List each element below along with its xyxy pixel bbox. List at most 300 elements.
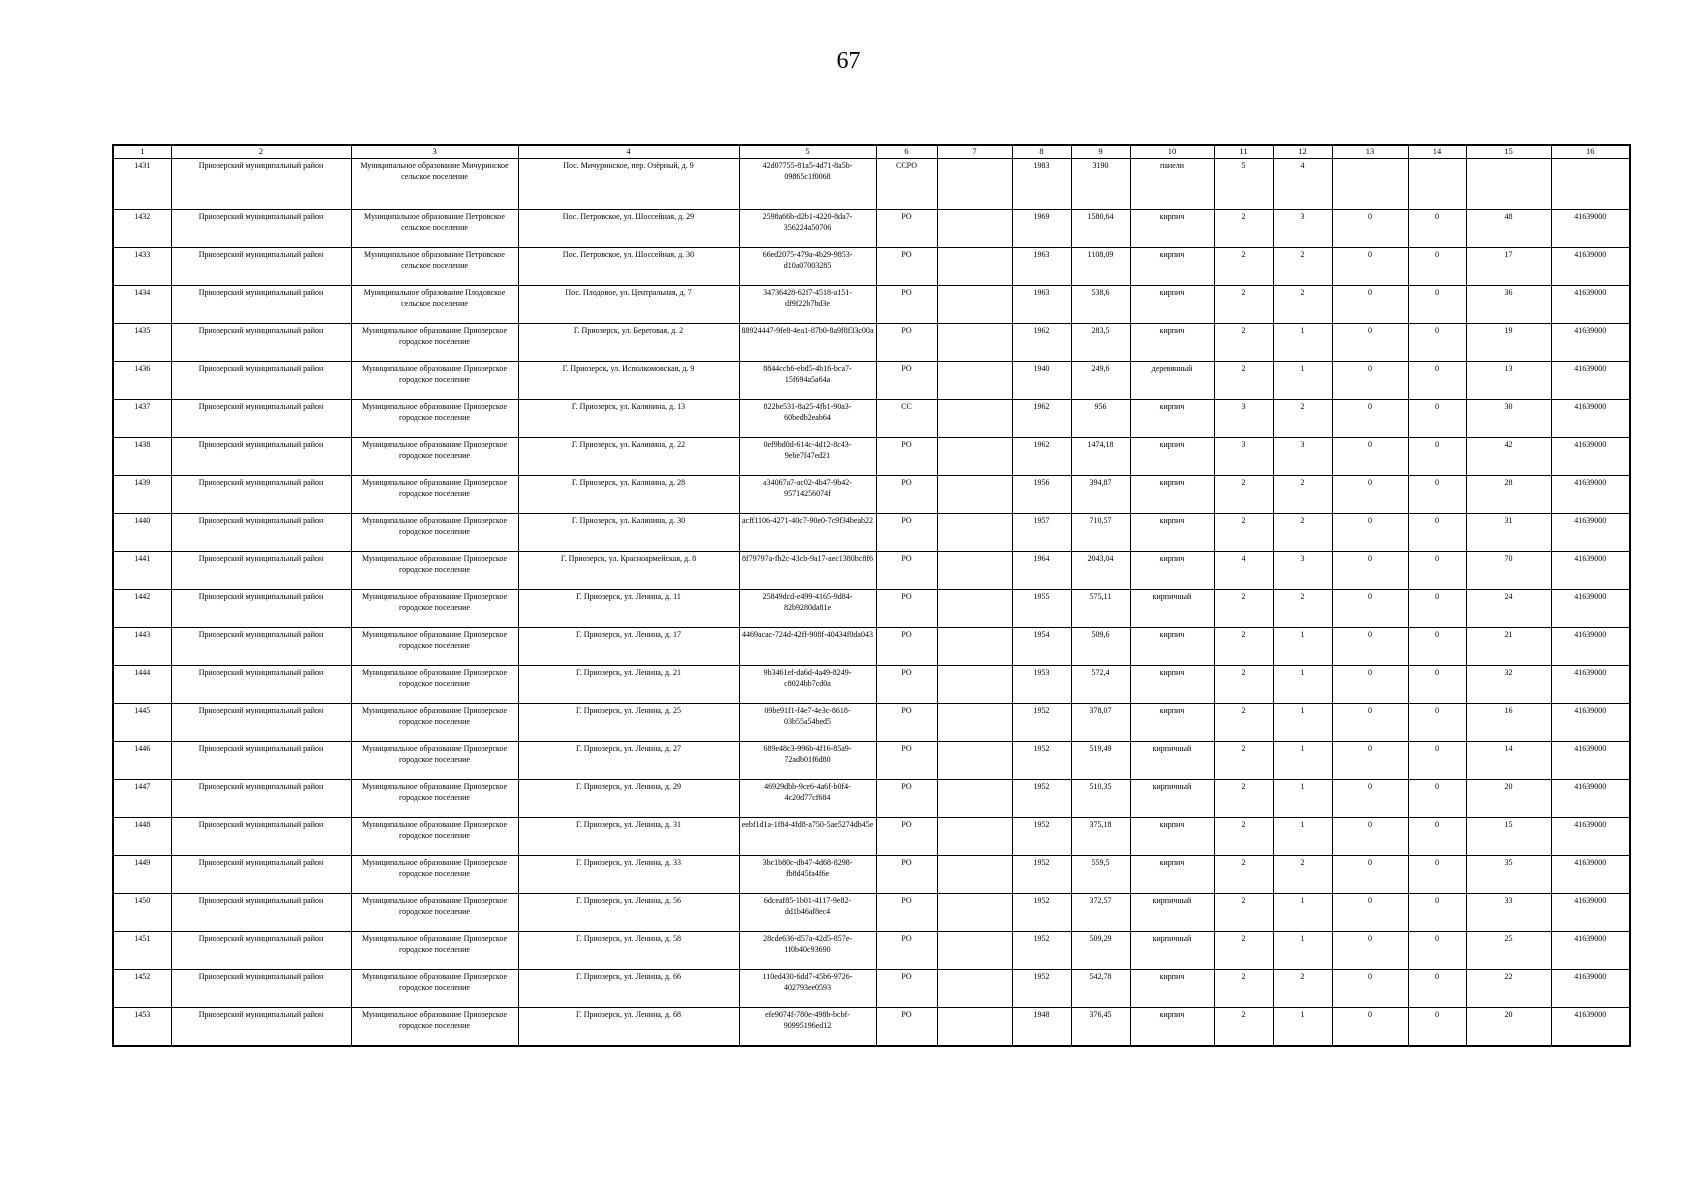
table-row xyxy=(113,286,1630,324)
cell-residents: 19 xyxy=(1466,324,1551,362)
cell-year-built: 1948 xyxy=(1012,1008,1071,1046)
cell-wall-material: кирпич xyxy=(1130,552,1214,590)
cell-floors: 2 xyxy=(1214,286,1273,324)
cell-col-13: 0 xyxy=(1332,970,1408,1008)
table-row xyxy=(113,324,1630,362)
cell-district: Приозерский муниципальный район xyxy=(171,894,351,932)
cell-oktmo: 41639000 xyxy=(1551,362,1630,400)
cell-fias-id: 28cde636-d57a-42d5-857e-1f0b40c93690 xyxy=(739,932,876,970)
cell-floors: 2 xyxy=(1214,362,1273,400)
cell-year-built: 1952 xyxy=(1012,818,1071,856)
cell-municipality: Муниципальное образование Приозерское городское поселение xyxy=(351,590,518,628)
cell-entrances: 2 xyxy=(1273,248,1332,286)
cell-address: Пос. Мичуринское, пер. Озёрный, д. 9 xyxy=(518,159,739,210)
cell-municipality: Муниципальное образование Приозерское городское поселение xyxy=(351,552,518,590)
cell-area: 710,57 xyxy=(1071,514,1130,552)
cell-row-number: 1449 xyxy=(113,856,171,894)
cell-municipality: Муниципальное образование Петровское сельское поселение xyxy=(351,210,518,248)
cell-residents: 13 xyxy=(1466,362,1551,400)
table-row xyxy=(113,628,1630,666)
cell-floors: 2 xyxy=(1214,248,1273,286)
cell-district: Приозерский муниципальный район xyxy=(171,666,351,704)
cell-col-13 xyxy=(1332,159,1408,210)
cell-management-type: РО xyxy=(876,476,937,514)
cell-municipality: Муниципальное образование Приозерское городское поселение xyxy=(351,856,518,894)
cell-row-number: 1448 xyxy=(113,818,171,856)
cell-row-number: 1446 xyxy=(113,742,171,780)
cell-address: Г. Приозерск, ул. Ленина, д. 11 xyxy=(518,590,739,628)
cell-col-7 xyxy=(937,362,1012,400)
cell-row-number: 1441 xyxy=(113,552,171,590)
cell-entrances: 3 xyxy=(1273,210,1332,248)
cell-area: 2043,04 xyxy=(1071,552,1130,590)
cell-residents: 42 xyxy=(1466,438,1551,476)
cell-entrances: 2 xyxy=(1273,590,1332,628)
cell-col-13: 0 xyxy=(1332,628,1408,666)
cell-floors: 2 xyxy=(1214,970,1273,1008)
cell-area: 249,6 xyxy=(1071,362,1130,400)
cell-fias-id: 689e48c3-996b-4f16-85a9-72adb01f6d80 xyxy=(739,742,876,780)
cell-fias-id: 34736428-62f7-4518-a151-df9f22b7bd3e xyxy=(739,286,876,324)
cell-oktmo: 41639000 xyxy=(1551,818,1630,856)
cell-fias-id: 4469acac-724d-42ff-908f-40434f0da043 xyxy=(739,628,876,666)
cell-district: Приозерский муниципальный район xyxy=(171,628,351,666)
cell-col-7 xyxy=(937,476,1012,514)
cell-oktmo xyxy=(1551,159,1630,210)
table-row xyxy=(113,780,1630,818)
cell-oktmo: 41639000 xyxy=(1551,932,1630,970)
cell-district: Приозерский муниципальный район xyxy=(171,818,351,856)
cell-col-14: 0 xyxy=(1408,704,1466,742)
cell-floors: 2 xyxy=(1214,894,1273,932)
cell-entrances: 1 xyxy=(1273,742,1332,780)
cell-col-7 xyxy=(937,932,1012,970)
cell-area: 376,45 xyxy=(1071,1008,1130,1046)
cell-oktmo: 41639000 xyxy=(1551,666,1630,704)
cell-oktmo: 41639000 xyxy=(1551,438,1630,476)
cell-fias-id: a34067a7-ac02-4b47-9b42-95714256074f xyxy=(739,476,876,514)
cell-entrances: 3 xyxy=(1273,552,1332,590)
cell-wall-material: кирпич xyxy=(1130,856,1214,894)
cell-municipality: Муниципальное образование Приозерское городское поселение xyxy=(351,476,518,514)
cell-residents: 16 xyxy=(1466,704,1551,742)
column-header: 11 xyxy=(1214,145,1273,159)
cell-col-13: 0 xyxy=(1332,780,1408,818)
cell-wall-material: панели xyxy=(1130,159,1214,210)
cell-district: Приозерский муниципальный район xyxy=(171,1008,351,1046)
cell-district: Приозерский муниципальный район xyxy=(171,286,351,324)
cell-year-built: 1952 xyxy=(1012,856,1071,894)
cell-address: Г. Приозерск, ул. Исполкомовская, д. 9 xyxy=(518,362,739,400)
column-header: 3 xyxy=(351,145,518,159)
cell-entrances: 1 xyxy=(1273,894,1332,932)
cell-municipality: Муниципальное образование Приозерское городское поселение xyxy=(351,400,518,438)
cell-col-7 xyxy=(937,970,1012,1008)
cell-entrances: 3 xyxy=(1273,438,1332,476)
cell-entrances: 2 xyxy=(1273,514,1332,552)
cell-col-13: 0 xyxy=(1332,590,1408,628)
cell-wall-material: кирпич xyxy=(1130,628,1214,666)
column-header: 4 xyxy=(518,145,739,159)
cell-year-built: 1952 xyxy=(1012,894,1071,932)
cell-col-14: 0 xyxy=(1408,1008,1466,1046)
cell-oktmo: 41639000 xyxy=(1551,248,1630,286)
cell-floors: 2 xyxy=(1214,818,1273,856)
cell-management-type: РО xyxy=(876,818,937,856)
cell-col-7 xyxy=(937,894,1012,932)
cell-oktmo: 41639000 xyxy=(1551,476,1630,514)
cell-residents: 32 xyxy=(1466,666,1551,704)
cell-residents: 14 xyxy=(1466,742,1551,780)
cell-municipality: Муниципальное образование Приозерское городское поселение xyxy=(351,970,518,1008)
cell-col-13: 0 xyxy=(1332,932,1408,970)
cell-col-7 xyxy=(937,856,1012,894)
cell-area: 378,07 xyxy=(1071,704,1130,742)
page-number: 67 xyxy=(836,48,861,74)
cell-col-13: 0 xyxy=(1332,324,1408,362)
cell-wall-material: кирпич xyxy=(1130,248,1214,286)
table-row xyxy=(113,362,1630,400)
cell-district: Приозерский муниципальный район xyxy=(171,210,351,248)
cell-address: Г. Приозерск, ул. Ленина, д. 56 xyxy=(518,894,739,932)
cell-oktmo: 41639000 xyxy=(1551,210,1630,248)
cell-year-built: 1952 xyxy=(1012,742,1071,780)
cell-col-14: 0 xyxy=(1408,894,1466,932)
cell-col-14: 0 xyxy=(1408,210,1466,248)
cell-col-13: 0 xyxy=(1332,210,1408,248)
cell-fias-id: 3bc1b80c-db47-4d68-8298-fb8d45fa4f6e xyxy=(739,856,876,894)
column-header: 10 xyxy=(1130,145,1214,159)
cell-col-13: 0 xyxy=(1332,704,1408,742)
cell-col-13: 0 xyxy=(1332,552,1408,590)
column-header: 2 xyxy=(171,145,351,159)
table-row xyxy=(113,400,1630,438)
cell-district: Приозерский муниципальный район xyxy=(171,704,351,742)
cell-fias-id: 0ef9bd0d-614c-4d12-8c43-9ebe7f47ed21 xyxy=(739,438,876,476)
table-row xyxy=(113,590,1630,628)
table-row xyxy=(113,894,1630,932)
cell-municipality: Муниципальное образование Приозерское городское поселение xyxy=(351,780,518,818)
cell-residents: 20 xyxy=(1466,1008,1551,1046)
column-header: 6 xyxy=(876,145,937,159)
cell-row-number: 1435 xyxy=(113,324,171,362)
cell-year-built: 1983 xyxy=(1012,159,1071,210)
cell-fias-id: acff1106-4271-40c7-90e0-7c9f34beab22 xyxy=(739,514,876,552)
cell-district: Приозерский муниципальный район xyxy=(171,514,351,552)
cell-municipality: Муниципальное образование Плодовское сельское поселение xyxy=(351,286,518,324)
cell-col-13: 0 xyxy=(1332,856,1408,894)
cell-col-14: 0 xyxy=(1408,286,1466,324)
cell-col-14: 0 xyxy=(1408,818,1466,856)
cell-fias-id: 6dceaf85-1b01-4117-9e82-dd1b46af8ec4 xyxy=(739,894,876,932)
cell-entrances: 2 xyxy=(1273,970,1332,1008)
cell-col-7 xyxy=(937,590,1012,628)
cell-address: Г. Приозерск, ул. Ленина, д. 25 xyxy=(518,704,739,742)
cell-floors: 2 xyxy=(1214,856,1273,894)
cell-area: 510,35 xyxy=(1071,780,1130,818)
cell-area: 542,78 xyxy=(1071,970,1130,1008)
cell-residents: 35 xyxy=(1466,856,1551,894)
cell-col-14: 0 xyxy=(1408,514,1466,552)
cell-year-built: 1955 xyxy=(1012,590,1071,628)
cell-residents: 24 xyxy=(1466,590,1551,628)
cell-district: Приозерский муниципальный район xyxy=(171,780,351,818)
cell-year-built: 1962 xyxy=(1012,324,1071,362)
cell-col-13: 0 xyxy=(1332,400,1408,438)
cell-col-7 xyxy=(937,818,1012,856)
cell-address: Г. Приозерск, ул. Береговая, д. 2 xyxy=(518,324,739,362)
cell-row-number: 1453 xyxy=(113,1008,171,1046)
cell-wall-material: кирпичный xyxy=(1130,894,1214,932)
cell-col-14: 0 xyxy=(1408,970,1466,1008)
cell-address: Пос. Плодовое, ул. Центральная, д. 7 xyxy=(518,286,739,324)
cell-col-13: 0 xyxy=(1332,438,1408,476)
cell-floors: 2 xyxy=(1214,590,1273,628)
cell-year-built: 1952 xyxy=(1012,704,1071,742)
cell-oktmo: 41639000 xyxy=(1551,970,1630,1008)
cell-year-built: 1963 xyxy=(1012,286,1071,324)
cell-col-7 xyxy=(937,1008,1012,1046)
cell-district: Приозерский муниципальный район xyxy=(171,438,351,476)
cell-wall-material: кирпич xyxy=(1130,476,1214,514)
cell-entrances: 1 xyxy=(1273,362,1332,400)
cell-fias-id: 09be91f1-f4e7-4e3c-8618-03b55a54bed5 xyxy=(739,704,876,742)
cell-residents: 36 xyxy=(1466,286,1551,324)
cell-floors: 2 xyxy=(1214,476,1273,514)
cell-oktmo: 41639000 xyxy=(1551,286,1630,324)
cell-floors: 2 xyxy=(1214,628,1273,666)
cell-floors: 2 xyxy=(1214,742,1273,780)
cell-wall-material: кирпич xyxy=(1130,970,1214,1008)
cell-row-number: 1434 xyxy=(113,286,171,324)
cell-municipality: Муниципальное образование Приозерское городское поселение xyxy=(351,324,518,362)
cell-wall-material: кирпич xyxy=(1130,438,1214,476)
cell-municipality: Муниципальное образование Приозерское городское поселение xyxy=(351,628,518,666)
cell-fias-id: 66ed2075-479a-4b29-9853-d10a07003285 xyxy=(739,248,876,286)
cell-fias-id: 88924447-9fe8-4ea1-87b0-8a9f8f33c00a xyxy=(739,324,876,362)
cell-management-type: РО xyxy=(876,704,937,742)
cell-col-13: 0 xyxy=(1332,666,1408,704)
cell-municipality: Муниципальное образование Приозерское городское поселение xyxy=(351,932,518,970)
cell-year-built: 1963 xyxy=(1012,248,1071,286)
cell-residents: 25 xyxy=(1466,932,1551,970)
cell-fias-id: 42d07755-81a5-4d71-8a5b-09865c1f0068 xyxy=(739,159,876,210)
cell-management-type: РО xyxy=(876,628,937,666)
cell-col-14: 0 xyxy=(1408,552,1466,590)
cell-oktmo: 41639000 xyxy=(1551,324,1630,362)
cell-row-number: 1440 xyxy=(113,514,171,552)
cell-col-7 xyxy=(937,248,1012,286)
cell-oktmo: 41639000 xyxy=(1551,590,1630,628)
cell-year-built: 1956 xyxy=(1012,476,1071,514)
cell-col-14: 0 xyxy=(1408,628,1466,666)
cell-col-7 xyxy=(937,552,1012,590)
cell-address: Г. Приозерск, ул. Ленина, д. 27 xyxy=(518,742,739,780)
cell-year-built: 1954 xyxy=(1012,628,1071,666)
cell-management-type: РО xyxy=(876,552,937,590)
cell-oktmo: 41639000 xyxy=(1551,856,1630,894)
cell-col-7 xyxy=(937,742,1012,780)
cell-floors: 2 xyxy=(1214,324,1273,362)
cell-district: Приозерский муниципальный район xyxy=(171,856,351,894)
cell-district: Приозерский муниципальный район xyxy=(171,970,351,1008)
cell-district: Приозерский муниципальный район xyxy=(171,324,351,362)
table-row xyxy=(113,704,1630,742)
cell-row-number: 1445 xyxy=(113,704,171,742)
cell-address: Г. Приозерск, ул. Красноармейская, д. 8 xyxy=(518,552,739,590)
cell-residents: 33 xyxy=(1466,894,1551,932)
cell-col-7 xyxy=(937,514,1012,552)
cell-area: 283,5 xyxy=(1071,324,1130,362)
table-row xyxy=(113,476,1630,514)
cell-residents xyxy=(1466,159,1551,210)
cell-entrances: 1 xyxy=(1273,818,1332,856)
cell-area: 1108,09 xyxy=(1071,248,1130,286)
cell-wall-material: кирпичный xyxy=(1130,932,1214,970)
cell-residents: 21 xyxy=(1466,628,1551,666)
table-row xyxy=(113,1008,1630,1046)
cell-oktmo: 41639000 xyxy=(1551,780,1630,818)
cell-row-number: 1431 xyxy=(113,159,171,210)
cell-col-13: 0 xyxy=(1332,362,1408,400)
cell-residents: 70 xyxy=(1466,552,1551,590)
cell-address: Г. Приозерск, ул. Ленина, д. 29 xyxy=(518,780,739,818)
table-row xyxy=(113,742,1630,780)
cell-year-built: 1953 xyxy=(1012,666,1071,704)
table-row xyxy=(113,818,1630,856)
column-header: 13 xyxy=(1332,145,1408,159)
cell-col-14: 0 xyxy=(1408,400,1466,438)
cell-municipality: Муниципальное образование Приозерское городское поселение xyxy=(351,742,518,780)
cell-management-type: РО xyxy=(876,742,937,780)
cell-district: Приозерский муниципальный район xyxy=(171,590,351,628)
cell-floors: 3 xyxy=(1214,438,1273,476)
cell-entrances: 1 xyxy=(1273,932,1332,970)
cell-district: Приозерский муниципальный район xyxy=(171,742,351,780)
cell-row-number: 1437 xyxy=(113,400,171,438)
cell-municipality: Муниципальное образование Приозерское городское поселение xyxy=(351,514,518,552)
cell-row-number: 1438 xyxy=(113,438,171,476)
column-header: 14 xyxy=(1408,145,1466,159)
column-header: 1 xyxy=(113,145,171,159)
cell-floors: 2 xyxy=(1214,210,1273,248)
cell-row-number: 1452 xyxy=(113,970,171,1008)
cell-fias-id: 110ed430-6dd7-45b6-9726-402793ee0593 xyxy=(739,970,876,1008)
cell-floors: 2 xyxy=(1214,932,1273,970)
cell-floors: 2 xyxy=(1214,780,1273,818)
cell-year-built: 1952 xyxy=(1012,970,1071,1008)
cell-col-7 xyxy=(937,628,1012,666)
table-row xyxy=(113,438,1630,476)
cell-management-type: РО xyxy=(876,1008,937,1046)
cell-floors: 2 xyxy=(1214,666,1273,704)
cell-municipality: Муниципальное образование Мичуринское сельское поселение xyxy=(351,159,518,210)
cell-floors: 3 xyxy=(1214,400,1273,438)
cell-row-number: 1451 xyxy=(113,932,171,970)
cell-residents: 30 xyxy=(1466,400,1551,438)
cell-year-built: 1952 xyxy=(1012,780,1071,818)
cell-management-type: РО xyxy=(876,856,937,894)
cell-col-13: 0 xyxy=(1332,1008,1408,1046)
cell-municipality: Муниципальное образование Приозерское городское поселение xyxy=(351,704,518,742)
cell-col-7 xyxy=(937,159,1012,210)
cell-management-type: РО xyxy=(876,970,937,1008)
cell-management-type: РО xyxy=(876,666,937,704)
cell-municipality: Муниципальное образование Приозерское городское поселение xyxy=(351,438,518,476)
cell-area: 956 xyxy=(1071,400,1130,438)
cell-management-type: РО xyxy=(876,324,937,362)
cell-area: 509,29 xyxy=(1071,932,1130,970)
cell-col-14: 0 xyxy=(1408,248,1466,286)
cell-address: Г. Приозерск, ул. Ленина, д. 58 xyxy=(518,932,739,970)
cell-residents: 22 xyxy=(1466,970,1551,1008)
cell-fias-id: 9b3461ef-da6d-4a49-8249-c8024bb7cd0a xyxy=(739,666,876,704)
cell-management-type: РО xyxy=(876,286,937,324)
cell-oktmo: 41639000 xyxy=(1551,704,1630,742)
cell-address: Г. Приозерск, ул. Ленина, д. 17 xyxy=(518,628,739,666)
cell-oktmo: 41639000 xyxy=(1551,894,1630,932)
cell-municipality: Муниципальное образование Приозерское городское поселение xyxy=(351,894,518,932)
cell-wall-material: кирпич xyxy=(1130,818,1214,856)
cell-district: Приозерский муниципальный район xyxy=(171,932,351,970)
cell-district: Приозерский муниципальный район xyxy=(171,362,351,400)
cell-col-7 xyxy=(937,704,1012,742)
cell-area: 538,6 xyxy=(1071,286,1130,324)
table-body xyxy=(113,159,1630,1046)
cell-col-14: 0 xyxy=(1408,324,1466,362)
cell-col-7 xyxy=(937,210,1012,248)
cell-address: Пос. Петровское, ул. Шоссейная, д. 29 xyxy=(518,210,739,248)
cell-address: Г. Приозерск, ул. Калинина, д. 28 xyxy=(518,476,739,514)
cell-entrances: 1 xyxy=(1273,780,1332,818)
cell-fias-id: 8f79797a-fb2c-43cb-9a17-aec1380bc8f6 xyxy=(739,552,876,590)
cell-entrances: 2 xyxy=(1273,856,1332,894)
cell-col-13: 0 xyxy=(1332,476,1408,514)
cell-wall-material: кирпич xyxy=(1130,210,1214,248)
cell-fias-id: eebf1d1a-1f84-4fd8-a750-5ae5274db45e xyxy=(739,818,876,856)
cell-col-7 xyxy=(937,400,1012,438)
cell-municipality: Муниципальное образование Приозерское городское поселение xyxy=(351,818,518,856)
cell-wall-material: кирпичный xyxy=(1130,590,1214,628)
cell-year-built: 1964 xyxy=(1012,552,1071,590)
cell-address: Г. Приозерск, ул. Ленина, д. 33 xyxy=(518,856,739,894)
cell-municipality: Муниципальное образование Приозерское городское поселение xyxy=(351,1008,518,1046)
cell-col-13: 0 xyxy=(1332,248,1408,286)
cell-address: Г. Приозерск, ул. Ленина, д. 66 xyxy=(518,970,739,1008)
cell-col-7 xyxy=(937,286,1012,324)
cell-col-14: 0 xyxy=(1408,780,1466,818)
cell-oktmo: 41639000 xyxy=(1551,628,1630,666)
cell-col-13: 0 xyxy=(1332,514,1408,552)
cell-management-type: РО xyxy=(876,590,937,628)
cell-wall-material: кирпич xyxy=(1130,514,1214,552)
cell-row-number: 1436 xyxy=(113,362,171,400)
cell-row-number: 1439 xyxy=(113,476,171,514)
cell-oktmo: 41639000 xyxy=(1551,514,1630,552)
cell-wall-material: кирпич xyxy=(1130,1008,1214,1046)
cell-area: 394,87 xyxy=(1071,476,1130,514)
cell-col-7 xyxy=(937,666,1012,704)
cell-row-number: 1433 xyxy=(113,248,171,286)
table-row xyxy=(113,248,1630,286)
cell-floors: 5 xyxy=(1214,159,1273,210)
cell-col-14: 0 xyxy=(1408,666,1466,704)
cell-row-number: 1442 xyxy=(113,590,171,628)
cell-management-type: ССРО xyxy=(876,159,937,210)
cell-wall-material: кирпич xyxy=(1130,666,1214,704)
cell-fias-id: 46929dbb-9ce6-4a6f-b0f4-4c20d77cf684 xyxy=(739,780,876,818)
cell-entrances: 2 xyxy=(1273,286,1332,324)
